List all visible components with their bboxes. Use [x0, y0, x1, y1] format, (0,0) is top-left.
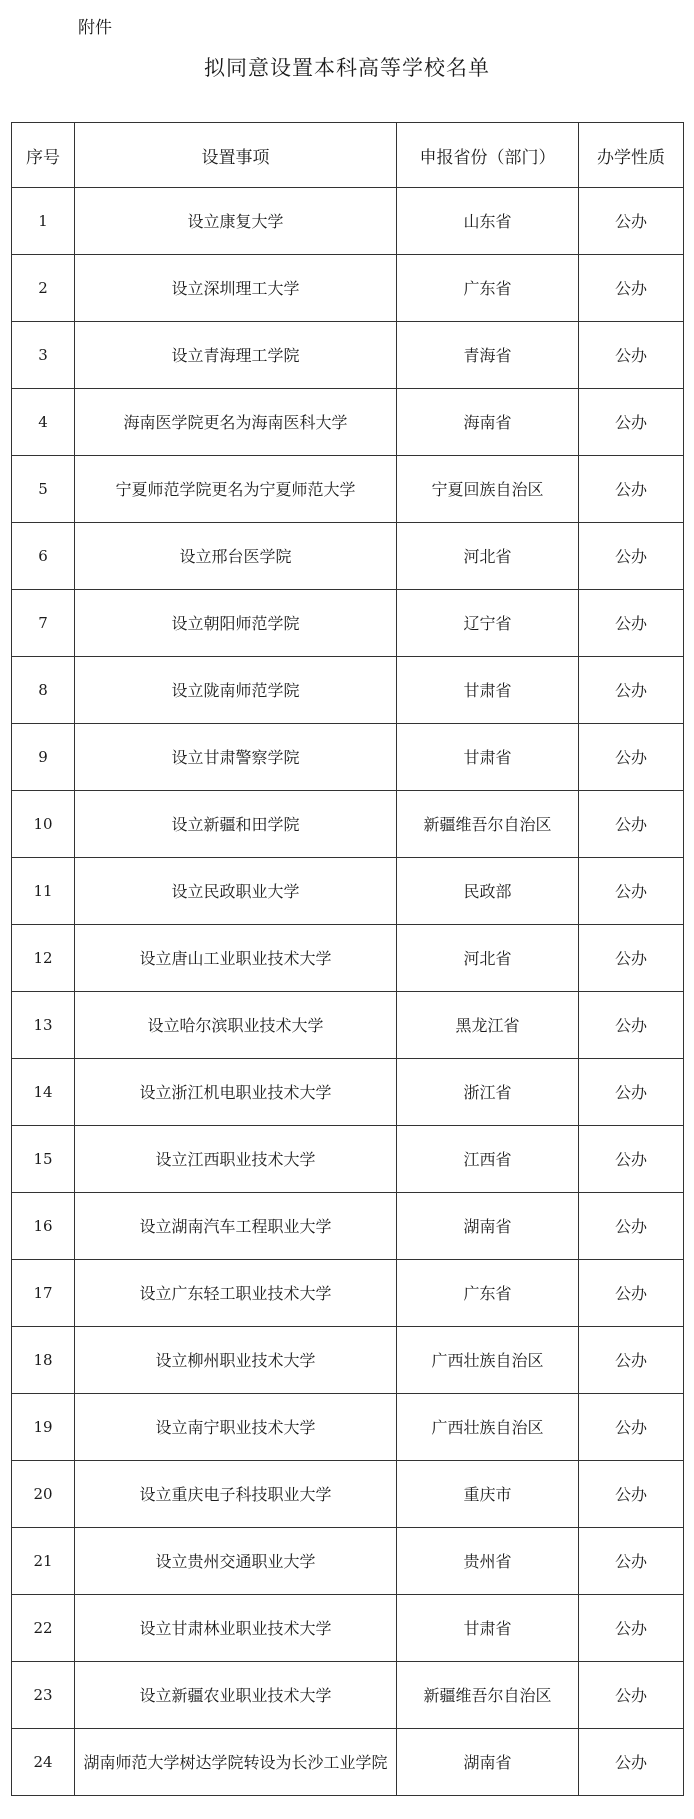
- table-row: [12, 992, 684, 1059]
- cell-nature: 公办: [579, 724, 684, 791]
- table-row: [12, 925, 684, 992]
- table-row: [12, 389, 684, 456]
- cell-nature: 公办: [579, 322, 684, 389]
- cell-no: 16: [12, 1193, 75, 1260]
- cell-province: 青海省: [397, 322, 579, 389]
- cell-province: 江西省: [397, 1126, 579, 1193]
- cell-no: 24: [12, 1729, 75, 1796]
- cell-item: 设立唐山工业职业技术大学: [75, 925, 397, 992]
- cell-province: 湖南省: [397, 1193, 579, 1260]
- cell-item: 设立南宁职业技术大学: [75, 1394, 397, 1461]
- table-row: [12, 858, 684, 925]
- table-row: [12, 1193, 684, 1260]
- cell-item: 设立陇南师范学院: [75, 657, 397, 724]
- cell-province: 黑龙江省: [397, 992, 579, 1059]
- table-row: [12, 1327, 684, 1394]
- cell-nature: 公办: [579, 255, 684, 322]
- cell-province: 贵州省: [397, 1528, 579, 1595]
- cell-province: 河北省: [397, 523, 579, 590]
- cell-no: 8: [12, 657, 75, 724]
- table-row: [12, 724, 684, 791]
- cell-item: 设立哈尔滨职业技术大学: [75, 992, 397, 1059]
- cell-province: 广西壮族自治区: [397, 1327, 579, 1394]
- cell-item: 湖南师范大学树达学院转设为长沙工业学院: [75, 1729, 397, 1796]
- cell-item: 设立重庆电子科技职业大学: [75, 1461, 397, 1528]
- cell-province: 广西壮族自治区: [397, 1394, 579, 1461]
- cell-nature: 公办: [579, 1595, 684, 1662]
- cell-no: 13: [12, 992, 75, 1059]
- cell-province: 新疆维吾尔自治区: [397, 1662, 579, 1729]
- cell-item: 设立青海理工学院: [75, 322, 397, 389]
- cell-item: 设立湖南汽车工程职业大学: [75, 1193, 397, 1260]
- cell-province: 湖南省: [397, 1729, 579, 1796]
- table-row: [12, 657, 684, 724]
- cell-no: 5: [12, 456, 75, 523]
- table-row: [12, 188, 684, 255]
- cell-no: 10: [12, 791, 75, 858]
- table-row: [12, 1260, 684, 1327]
- cell-item: 设立新疆农业职业技术大学: [75, 1662, 397, 1729]
- cell-item: 设立江西职业技术大学: [75, 1126, 397, 1193]
- cell-item: 设立民政职业大学: [75, 858, 397, 925]
- cell-province: 新疆维吾尔自治区: [397, 791, 579, 858]
- school-list-table: [11, 122, 684, 1796]
- cell-no: 6: [12, 523, 75, 590]
- cell-province: 辽宁省: [397, 590, 579, 657]
- cell-nature: 公办: [579, 188, 684, 255]
- cell-item: 设立柳州职业技术大学: [75, 1327, 397, 1394]
- table-row: [12, 590, 684, 657]
- table-row: [12, 255, 684, 322]
- cell-nature: 公办: [579, 1729, 684, 1796]
- cell-no: 15: [12, 1126, 75, 1193]
- cell-item: 设立贵州交通职业大学: [75, 1528, 397, 1595]
- cell-item: 设立朝阳师范学院: [75, 590, 397, 657]
- cell-province: 甘肃省: [397, 724, 579, 791]
- cell-no: 2: [12, 255, 75, 322]
- cell-nature: 公办: [579, 992, 684, 1059]
- cell-nature: 公办: [579, 1327, 684, 1394]
- cell-nature: 公办: [579, 858, 684, 925]
- cell-no: 12: [12, 925, 75, 992]
- cell-nature: 公办: [579, 1394, 684, 1461]
- cell-item: 设立新疆和田学院: [75, 791, 397, 858]
- cell-nature: 公办: [579, 1662, 684, 1729]
- cell-item: 设立邢台医学院: [75, 523, 397, 590]
- cell-item: 设立甘肃警察学院: [75, 724, 397, 791]
- cell-province: 宁夏回族自治区: [397, 456, 579, 523]
- table-row: [12, 1461, 684, 1528]
- table-row: [12, 1059, 684, 1126]
- cell-nature: 公办: [579, 456, 684, 523]
- cell-province: 浙江省: [397, 1059, 579, 1126]
- cell-item: 设立康复大学: [75, 188, 397, 255]
- cell-no: 9: [12, 724, 75, 791]
- table-row: [12, 523, 684, 590]
- cell-item: 设立广东轻工职业技术大学: [75, 1260, 397, 1327]
- cell-item: 海南医学院更名为海南医科大学: [75, 389, 397, 456]
- cell-no: 14: [12, 1059, 75, 1126]
- cell-nature: 公办: [579, 523, 684, 590]
- cell-no: 20: [12, 1461, 75, 1528]
- table-row: [12, 1595, 684, 1662]
- header-province: 申报省份（部门）: [397, 123, 579, 188]
- cell-province: 民政部: [397, 858, 579, 925]
- cell-no: 7: [12, 590, 75, 657]
- cell-province: 广东省: [397, 255, 579, 322]
- attachment-label: 附件: [78, 18, 112, 38]
- cell-nature: 公办: [579, 1461, 684, 1528]
- cell-nature: 公办: [579, 1528, 684, 1595]
- cell-no: 18: [12, 1327, 75, 1394]
- cell-nature: 公办: [579, 1260, 684, 1327]
- table-row: [12, 1528, 684, 1595]
- cell-nature: 公办: [579, 1126, 684, 1193]
- cell-item: 设立浙江机电职业技术大学: [75, 1059, 397, 1126]
- cell-province: 河北省: [397, 925, 579, 992]
- cell-nature: 公办: [579, 1193, 684, 1260]
- table-row: [12, 1662, 684, 1729]
- header-nature: 办学性质: [579, 123, 684, 188]
- cell-nature: 公办: [579, 1059, 684, 1126]
- cell-province: 山东省: [397, 188, 579, 255]
- cell-province: 重庆市: [397, 1461, 579, 1528]
- cell-no: 23: [12, 1662, 75, 1729]
- cell-item: 设立甘肃林业职业技术大学: [75, 1595, 397, 1662]
- cell-nature: 公办: [579, 791, 684, 858]
- cell-province: 广东省: [397, 1260, 579, 1327]
- table-row: [12, 791, 684, 858]
- table-header-row: [12, 123, 684, 188]
- cell-no: 11: [12, 858, 75, 925]
- cell-province: 甘肃省: [397, 657, 579, 724]
- cell-no: 21: [12, 1528, 75, 1595]
- cell-province: 甘肃省: [397, 1595, 579, 1662]
- cell-no: 22: [12, 1595, 75, 1662]
- table-row: [12, 1394, 684, 1461]
- cell-no: 17: [12, 1260, 75, 1327]
- cell-no: 4: [12, 389, 75, 456]
- table-row: [12, 1729, 684, 1796]
- table-row: [12, 322, 684, 389]
- cell-nature: 公办: [579, 657, 684, 724]
- cell-nature: 公办: [579, 590, 684, 657]
- cell-item: 设立深圳理工大学: [75, 255, 397, 322]
- table-row: [12, 456, 684, 523]
- header-no: 序号: [12, 123, 75, 188]
- cell-nature: 公办: [579, 389, 684, 456]
- cell-item: 宁夏师范学院更名为宁夏师范大学: [75, 456, 397, 523]
- table-row: [12, 1126, 684, 1193]
- cell-no: 1: [12, 188, 75, 255]
- header-item: 设置事项: [75, 123, 397, 188]
- cell-no: 19: [12, 1394, 75, 1461]
- cell-province: 海南省: [397, 389, 579, 456]
- cell-no: 3: [12, 322, 75, 389]
- cell-nature: 公办: [579, 925, 684, 992]
- document-title: 拟同意设置本科高等学校名单: [204, 56, 490, 80]
